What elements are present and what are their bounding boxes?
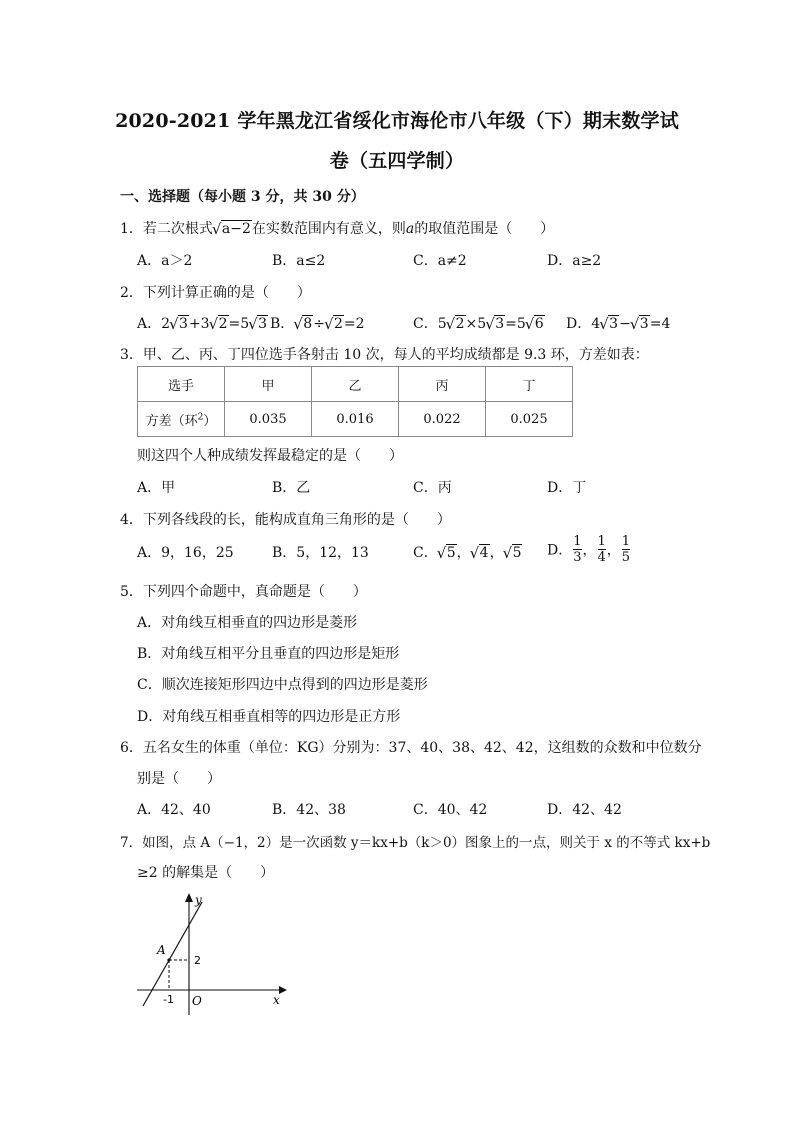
q1-option-b[interactable]: B．a≤2 <box>272 253 326 269</box>
q3-option-d[interactable]: D．丁 <box>547 480 587 496</box>
q2b-radicand1: 8 <box>303 316 313 332</box>
q2a-part3: =5 <box>228 316 250 332</box>
q2b-part3: =2 <box>343 316 365 332</box>
q2a-radical1 <box>170 316 189 332</box>
y-axis-label: y <box>195 893 202 907</box>
x-axis-arrow-icon <box>279 986 287 994</box>
point-a-label: A <box>157 943 166 957</box>
q2d-part1: D．4 <box>566 316 601 332</box>
q2c-part2: ×5 <box>465 316 487 332</box>
q2c-part1: C．5 <box>413 316 447 332</box>
q1-radicand: a−2 <box>221 221 251 237</box>
origin-label: O <box>192 994 202 1008</box>
q3-question: 则这四个人种成绩发挥最稳定的是（ ） <box>137 448 403 464</box>
q4c-radical1 <box>438 545 457 561</box>
q4d-label: D． <box>547 542 573 559</box>
q2d-part3: =4 <box>649 316 671 332</box>
q4d-sep2: ， <box>606 542 621 559</box>
q5-option-b[interactable]: B．对角线互相平分且垂直的四边形是矩形 <box>137 646 400 662</box>
q2b-radicand2: 2 <box>333 316 343 332</box>
q2c-radicand3: 6 <box>534 316 544 332</box>
table-row <box>138 402 573 437</box>
q2a-radicand2: 2 <box>218 316 228 332</box>
table-cell: 0.035 <box>225 402 312 437</box>
q4-option-d[interactable] <box>547 534 631 565</box>
row-label-text: 方差（环 <box>145 413 198 429</box>
q4c-sep1: ， <box>456 545 471 561</box>
q3-option-b[interactable]: B．乙 <box>272 480 311 496</box>
q1-stem-before: 1．若二次根式 <box>120 221 213 237</box>
q4c-radicand1: 5 <box>446 545 456 561</box>
x-axis-label: x <box>273 993 280 1007</box>
q4-option-c[interactable] <box>413 542 522 562</box>
q2d-radical2 <box>631 316 650 332</box>
table-header-row <box>138 367 573 402</box>
q2d-radicand1: 3 <box>609 316 619 332</box>
q1-option-a[interactable]: A．a＞2 <box>137 253 193 269</box>
q2-option-b[interactable] <box>270 313 365 333</box>
question-6-stem-line1: 6．五名女生的体重（单位：KG）分别为：37、40、38、42、42，这组数的众数和中位数分 <box>120 740 702 756</box>
table-cell: 0.016 <box>312 402 399 437</box>
fraction-numerator: 1 <box>597 534 606 549</box>
y-axis-arrow-icon <box>185 893 193 902</box>
tick-y-label: 2 <box>194 954 201 967</box>
q4d-sep1: ， <box>582 542 597 559</box>
q2c-radical1 <box>447 316 466 332</box>
table-header-cell: 丁 <box>486 367 573 402</box>
question-7-stem-line2: ≥2 的解集是（ ） <box>137 865 275 881</box>
fraction-denominator: 4 <box>597 550 606 565</box>
exam-title-line1: 2020-2021 学年黑龙江省绥化市海伦市八年级（下）期末数学试 <box>115 110 679 132</box>
q4d-fraction2 <box>598 534 606 565</box>
q4c-radical2 <box>471 545 490 561</box>
q2c-radical2 <box>486 316 505 332</box>
q2c-part3: =5 <box>505 316 526 332</box>
q6-option-d[interactable]: D．42、42 <box>547 802 622 818</box>
q4c-radicand2: 4 <box>479 545 489 561</box>
q4-option-b[interactable]: B．5，12，13 <box>272 545 369 561</box>
tick-x-label: -1 <box>163 993 174 1006</box>
q5-option-d[interactable]: D．对角线互相垂直相等的四边形是正方形 <box>137 709 401 725</box>
fraction-denominator: 3 <box>573 550 582 565</box>
q2b-part2: ÷ <box>313 316 325 332</box>
q1-stem-mid: 在实数范围内有意义，则 <box>251 221 406 237</box>
table-header-cell: 乙 <box>312 367 399 402</box>
q1-variable: a <box>405 221 415 237</box>
section-heading-choice: 一、选择题（每小题 3 分，共 30 分） <box>120 189 365 205</box>
question-1-stem <box>120 218 554 238</box>
table-row-label <box>138 402 225 437</box>
q2a-radical2 <box>210 316 229 332</box>
fraction-denominator: 5 <box>621 550 631 565</box>
q2b-radical2 <box>325 316 344 332</box>
q6-option-b[interactable]: B．42、38 <box>272 802 346 818</box>
q3-option-a[interactable]: A．甲 <box>137 480 176 496</box>
q2d-radicand2: 3 <box>639 316 649 332</box>
q6-option-c[interactable]: C．40、42 <box>413 802 488 818</box>
q4c-sep2: ， <box>489 545 504 561</box>
question-2-stem: 2．下列计算正确的是（ ） <box>120 285 311 301</box>
table-header-cell: 丙 <box>399 367 486 402</box>
q1-option-c[interactable]: C．a≠2 <box>413 253 467 269</box>
q4-option-a[interactable]: A．9，16，25 <box>137 545 234 561</box>
question-3-stem: 3．甲、乙、丙、丁四位选手各射击 10 次，每人的平均成绩都是 9.3 环，方差如表： <box>120 347 649 363</box>
question-7-stem-line1: 7．如图，点 A（−1，2）是一次函数 y＝kx+b（k＞0）图象上的一点，则关于 x 的不等式 kx+b <box>120 835 711 851</box>
q4c-radical3 <box>504 545 523 561</box>
q3-option-c[interactable]: C．丙 <box>413 480 452 496</box>
q2c-radicand2: 3 <box>495 316 505 332</box>
fraction-numerator: 1 <box>573 534 582 549</box>
q2a-part1: A．2 <box>137 316 171 332</box>
q4d-fraction1 <box>573 534 581 565</box>
table-cell: 0.022 <box>399 402 486 437</box>
row-label-sup: 2 <box>197 412 204 423</box>
q2c-radical3 <box>526 316 545 332</box>
q2b-part1: B． <box>270 316 295 332</box>
fraction-numerator: 1 <box>621 534 631 549</box>
q6-option-a[interactable]: A．42、40 <box>137 802 211 818</box>
table-header-cell: 甲 <box>225 367 312 402</box>
q5-option-c[interactable]: C．顺次连接矩形四边中点得到的四边形是菱形 <box>137 677 428 693</box>
q2a-radicand1: 3 <box>179 316 188 332</box>
q2-option-a[interactable] <box>137 313 268 333</box>
q2-option-c[interactable] <box>413 313 545 333</box>
q5-option-a[interactable]: A．对角线互相垂直的四边形是菱形 <box>137 615 358 631</box>
q4c-radicand3: 5 <box>512 545 522 561</box>
linear-function-graph <box>133 888 293 1018</box>
exam-title-line2: 卷（五四学制） <box>329 150 465 172</box>
q2c-radicand1: 2 <box>455 316 465 332</box>
question-4-stem: 4．下列各线段的长，能构成直角三角形的是（ ） <box>120 512 451 528</box>
q1-radical <box>213 221 252 237</box>
q2a-part2: +3 <box>188 316 210 332</box>
point-a-marker <box>167 958 170 961</box>
q4c-label: C． <box>413 545 438 561</box>
q1-stem-after: 的取值范围是（ ） <box>414 221 555 237</box>
q2b-radical1 <box>294 316 313 332</box>
q2a-radical3 <box>249 316 268 332</box>
q2d-part2: − <box>619 316 631 332</box>
table-header-cell: 选手 <box>138 367 225 402</box>
table-cell: 0.025 <box>486 402 573 437</box>
q4d-fraction3 <box>622 534 630 565</box>
question-6-stem-line2: 别是（ ） <box>137 771 221 787</box>
q1-option-d[interactable]: D．a≥2 <box>547 253 602 269</box>
row-label-close: ） <box>203 413 217 429</box>
q2a-radicand3: 3 <box>258 316 268 332</box>
q2d-radical1 <box>600 316 619 332</box>
variance-table <box>137 366 573 437</box>
q2-option-d[interactable] <box>566 313 670 333</box>
question-5-stem: 5．下列四个命题中，真命题是（ ） <box>120 584 367 600</box>
